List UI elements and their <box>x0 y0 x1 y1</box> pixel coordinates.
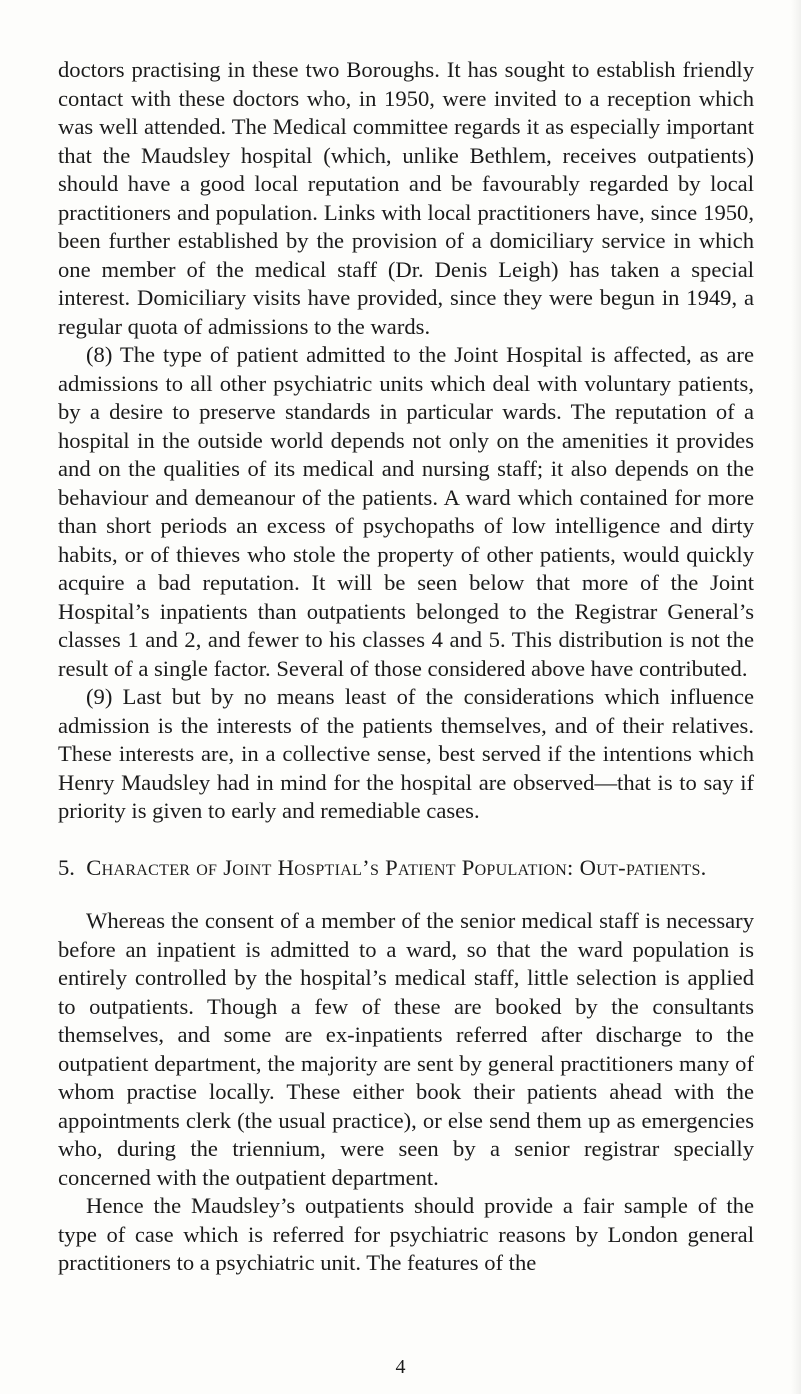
document-page <box>58 56 754 1278</box>
section-title: Character of Joint Hosptial’s Patient Population: Out-patients. <box>86 854 707 880</box>
section-heading <box>58 854 754 883</box>
section-paragraph-1: Whereas the consent of a member of the senior medical staff is necessary before an inpatient is admitted to a ward, so that the ward population is entirely controlled by the hospital’s medical staff, little selection is applied to outpatients. Though a few of these are booked by the consultants themselves, and some are ex-inpatients referred after discharge to the outpatient department, the majority are sent by general practitioners many of whom practise locally. These either book their patients ahead with the appointments clerk (the usual practice), or else send them up as emergencies who, during the triennium, were seen by a senior registrar specially concerned with the outpatient department. <box>58 908 754 1190</box>
spacer <box>58 882 754 907</box>
page-edge-shading <box>791 0 801 1394</box>
section-paragraph-2: Hence the Maudsley’s outpatients should provide a fair sample of the type of case which is referred for psychiatric reasons by London general practitioners to a psychiatric unit. The features of the <box>58 1193 754 1275</box>
page-number: 4 <box>395 1356 406 1378</box>
paragraph-continued: doctors practising in these two Boroughs. It has sought to establish friendly contact with these doctors who, in 1950, were invited to a reception which was well attended. The Medical committee regards it as especially important that the Maudsley hospital (which, unlike Bethlem, receives outpatients) should have a good local reputation and be favourably regarded by local practitioners and population. Links with local practitioners have, since 1950, been further established by the provision of a domiciliary service in which one member of the medical staff (Dr. Denis Leigh) has taken a special interest. Domiciliary visits have provided, since they were begun in 1949, a regular quota of admissions to the wards. <box>58 57 754 339</box>
section-number: 5. <box>58 854 75 880</box>
paragraph-8: (8) The type of patient admitted to the Joint Hospital is affected, as are admissions to all other psychiatric units which deal with voluntary patients, by a desire to preserve standards in particular wards. The reputation of a hospital in the outside world depends not only on the amenities it provides and on the qualities of its medical and nursing staff; it also depends on the behaviour and demeanour of the patients. A ward which contained for more than short periods an excess of psychopaths of low intelligence and dirty habits, or of thieves who stole the property of other patients, would quickly acquire a bad reputation. It will be seen below that more of the Joint Hospital’s inpatients than outpatients belonged to the Registrar General’s classes 1 and 2, and fewer to his classes 4 and 5. This distribution is not the result of a single factor. Several of those considered above have contributed. <box>58 342 754 681</box>
paragraph-9: (9) Last but by no means least of the considerations which influence admission is the interests of the patients themselves, and of their relatives. These interests are, in a collective sense, best served if the intentions which Henry Maudsley had in mind for the hospital are observed—that is to say if priority is given to early and remediable cases. <box>58 684 754 823</box>
